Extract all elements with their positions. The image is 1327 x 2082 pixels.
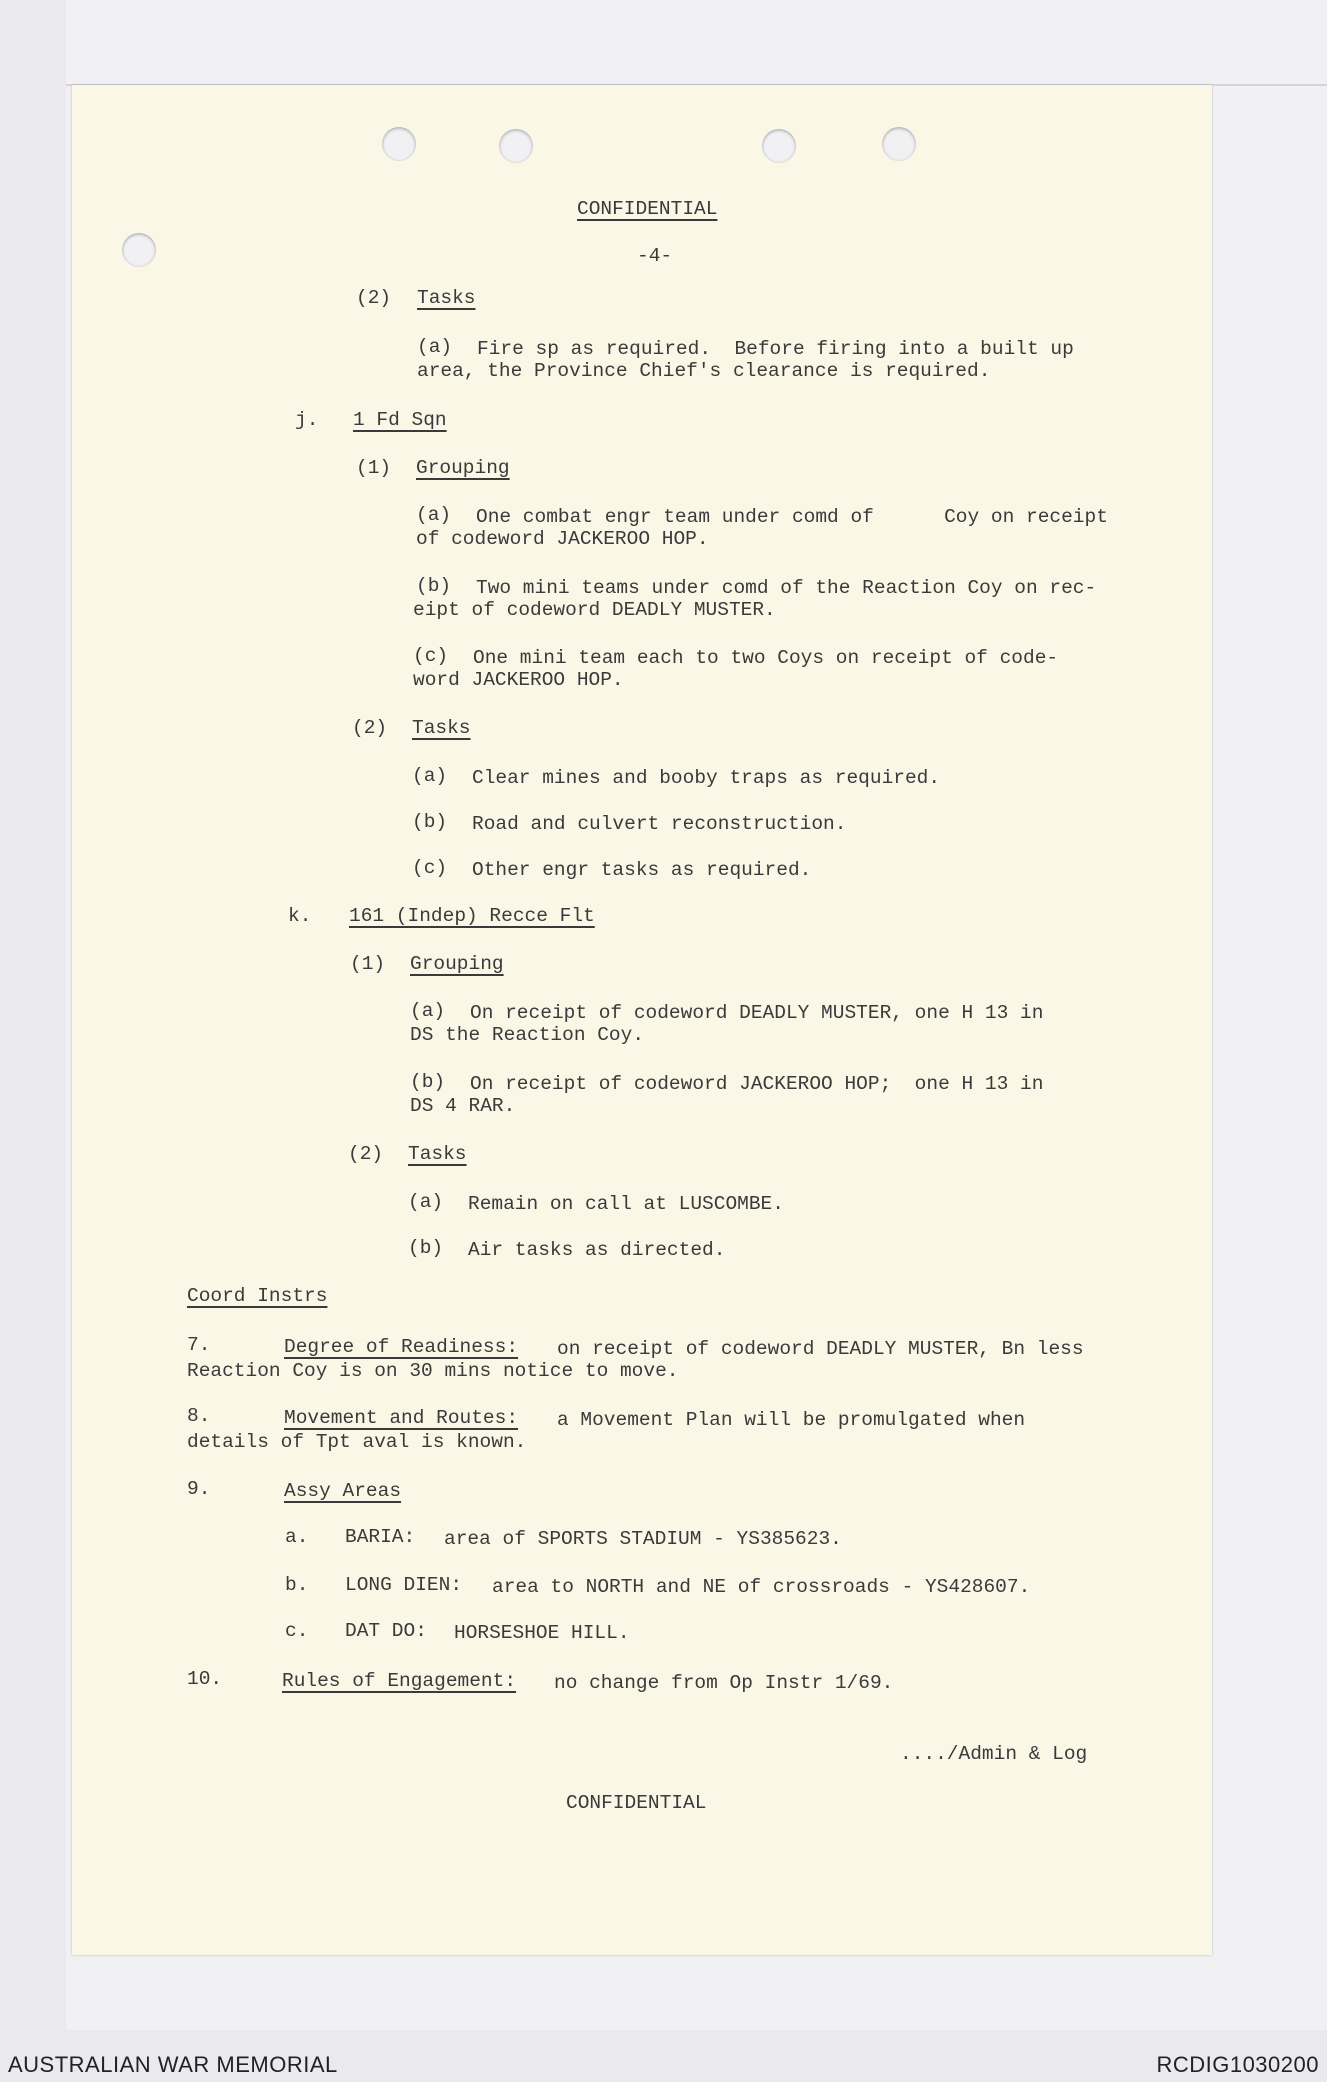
classification-header: CONFIDENTIAL — [577, 198, 718, 220]
classification-footer: CONFIDENTIAL — [566, 1792, 707, 1814]
item-letter: (a) — [416, 504, 452, 526]
archive-institution: AUSTRALIAN WAR MEMORIAL — [8, 2052, 338, 2077]
subpara-number: (1) — [350, 953, 386, 975]
punch-hole — [499, 129, 533, 163]
item-letter: (a) — [412, 765, 448, 787]
place-name: LONG DIEN: — [345, 1574, 463, 1596]
item-text: Remain on call at LUSCOMBE. — [468, 1193, 784, 1215]
item-text: Other engr tasks as required. — [472, 859, 812, 881]
para-number: 10. — [187, 1668, 223, 1690]
para-text: on receipt of codeword DEADLY MUSTER, Bn less — [557, 1338, 1084, 1360]
item-letter: (a) — [417, 336, 453, 358]
para-number: 7. — [187, 1334, 211, 1356]
punch-hole — [762, 129, 796, 163]
item-letter: (b) — [416, 575, 452, 597]
subpara-number: (2) — [348, 1143, 384, 1165]
item-text: Air tasks as directed. — [468, 1239, 726, 1261]
continuation-note: ..../Admin & Log — [900, 1743, 1088, 1765]
place-name: DAT DO: — [345, 1620, 427, 1642]
item-text: On receipt of codeword JACKEROO HOP; one H 13 in — [470, 1073, 1044, 1095]
place-name: BARIA: — [345, 1526, 416, 1548]
item-text: On receipt of codeword DEADLY MUSTER, one H 13 in — [470, 1002, 1044, 1024]
item-letter: a. — [285, 1526, 309, 1548]
punch-hole — [382, 127, 416, 161]
punch-hole — [882, 127, 916, 161]
item-text: One combat engr team under comd of Coy on receipt — [476, 506, 1108, 528]
subpara-heading: Tasks — [412, 717, 471, 739]
subpara-number: (1) — [356, 457, 392, 479]
item-text: DS 4 RAR. — [410, 1095, 516, 1117]
item-letter: (b) — [410, 1071, 446, 1093]
item-text: Two mini teams under comd of the Reaction Coy on rec- — [476, 577, 1097, 599]
subpara-number: (2) — [356, 287, 392, 309]
para-heading: 1 Fd Sqn — [353, 409, 447, 431]
para-letter: j. — [295, 409, 319, 431]
item-letter: (a) — [410, 1000, 446, 1022]
item-letter: b. — [285, 1574, 309, 1596]
item-text: Clear mines and booby traps as required. — [472, 767, 941, 789]
page-number: -4- — [637, 245, 673, 267]
item-text: DS the Reaction Coy. — [410, 1024, 645, 1046]
item-text: word JACKEROO HOP. — [413, 669, 624, 691]
item-text: Road and culvert reconstruction. — [472, 813, 847, 835]
para-text: no change from Op Instr 1/69. — [554, 1672, 894, 1694]
para-heading: 161 (Indep) Recce Flt — [349, 905, 595, 927]
para-heading: Movement and Routes: — [284, 1407, 519, 1429]
item-letter: (c) — [412, 857, 448, 879]
section-heading: Coord Instrs — [187, 1285, 328, 1307]
subpara-heading: Grouping — [410, 953, 504, 975]
subpara-heading: Grouping — [416, 457, 510, 479]
item-text: eipt of codeword DEADLY MUSTER. — [413, 599, 776, 621]
para-text: Reaction Coy is on 30 mins notice to move. — [187, 1360, 679, 1382]
item-text: area of SPORTS STADIUM - YS385623. — [444, 1528, 842, 1550]
item-text: area to NORTH and NE of crossroads - YS428607. — [492, 1576, 1031, 1598]
subpara-heading: Tasks — [408, 1143, 467, 1165]
item-text: of codeword JACKEROO HOP. — [416, 528, 709, 550]
item-text: One mini team each to two Coys on receipt of code- — [473, 647, 1059, 669]
item-letter: (a) — [408, 1191, 444, 1213]
item-text: Fire sp as required. Before firing into a built up — [477, 338, 1074, 360]
archive-item-id: RCDIG1030200 — [1156, 2052, 1319, 2077]
item-text: area, the Province Chief's clearance is required. — [417, 360, 991, 382]
punch-hole — [122, 233, 156, 267]
para-number: 9. — [187, 1478, 211, 1500]
para-heading: Rules of Engagement: — [282, 1670, 517, 1692]
subpara-number: (2) — [352, 717, 388, 739]
item-letter: (b) — [408, 1237, 444, 1259]
para-text: a Movement Plan will be promulgated when — [557, 1409, 1026, 1431]
para-text: details of Tpt aval is known. — [187, 1431, 527, 1453]
subpara-heading: Tasks — [417, 287, 476, 309]
item-letter: c. — [285, 1620, 309, 1642]
para-heading: Degree of Readiness: — [284, 1336, 519, 1358]
para-letter: k. — [288, 905, 312, 927]
item-letter: (b) — [412, 811, 448, 833]
para-number: 8. — [187, 1405, 211, 1427]
para-heading: Assy Areas — [284, 1480, 402, 1502]
item-letter: (c) — [413, 645, 449, 667]
item-text: HORSESHOE HILL. — [454, 1622, 630, 1644]
document-page — [72, 85, 1212, 1955]
